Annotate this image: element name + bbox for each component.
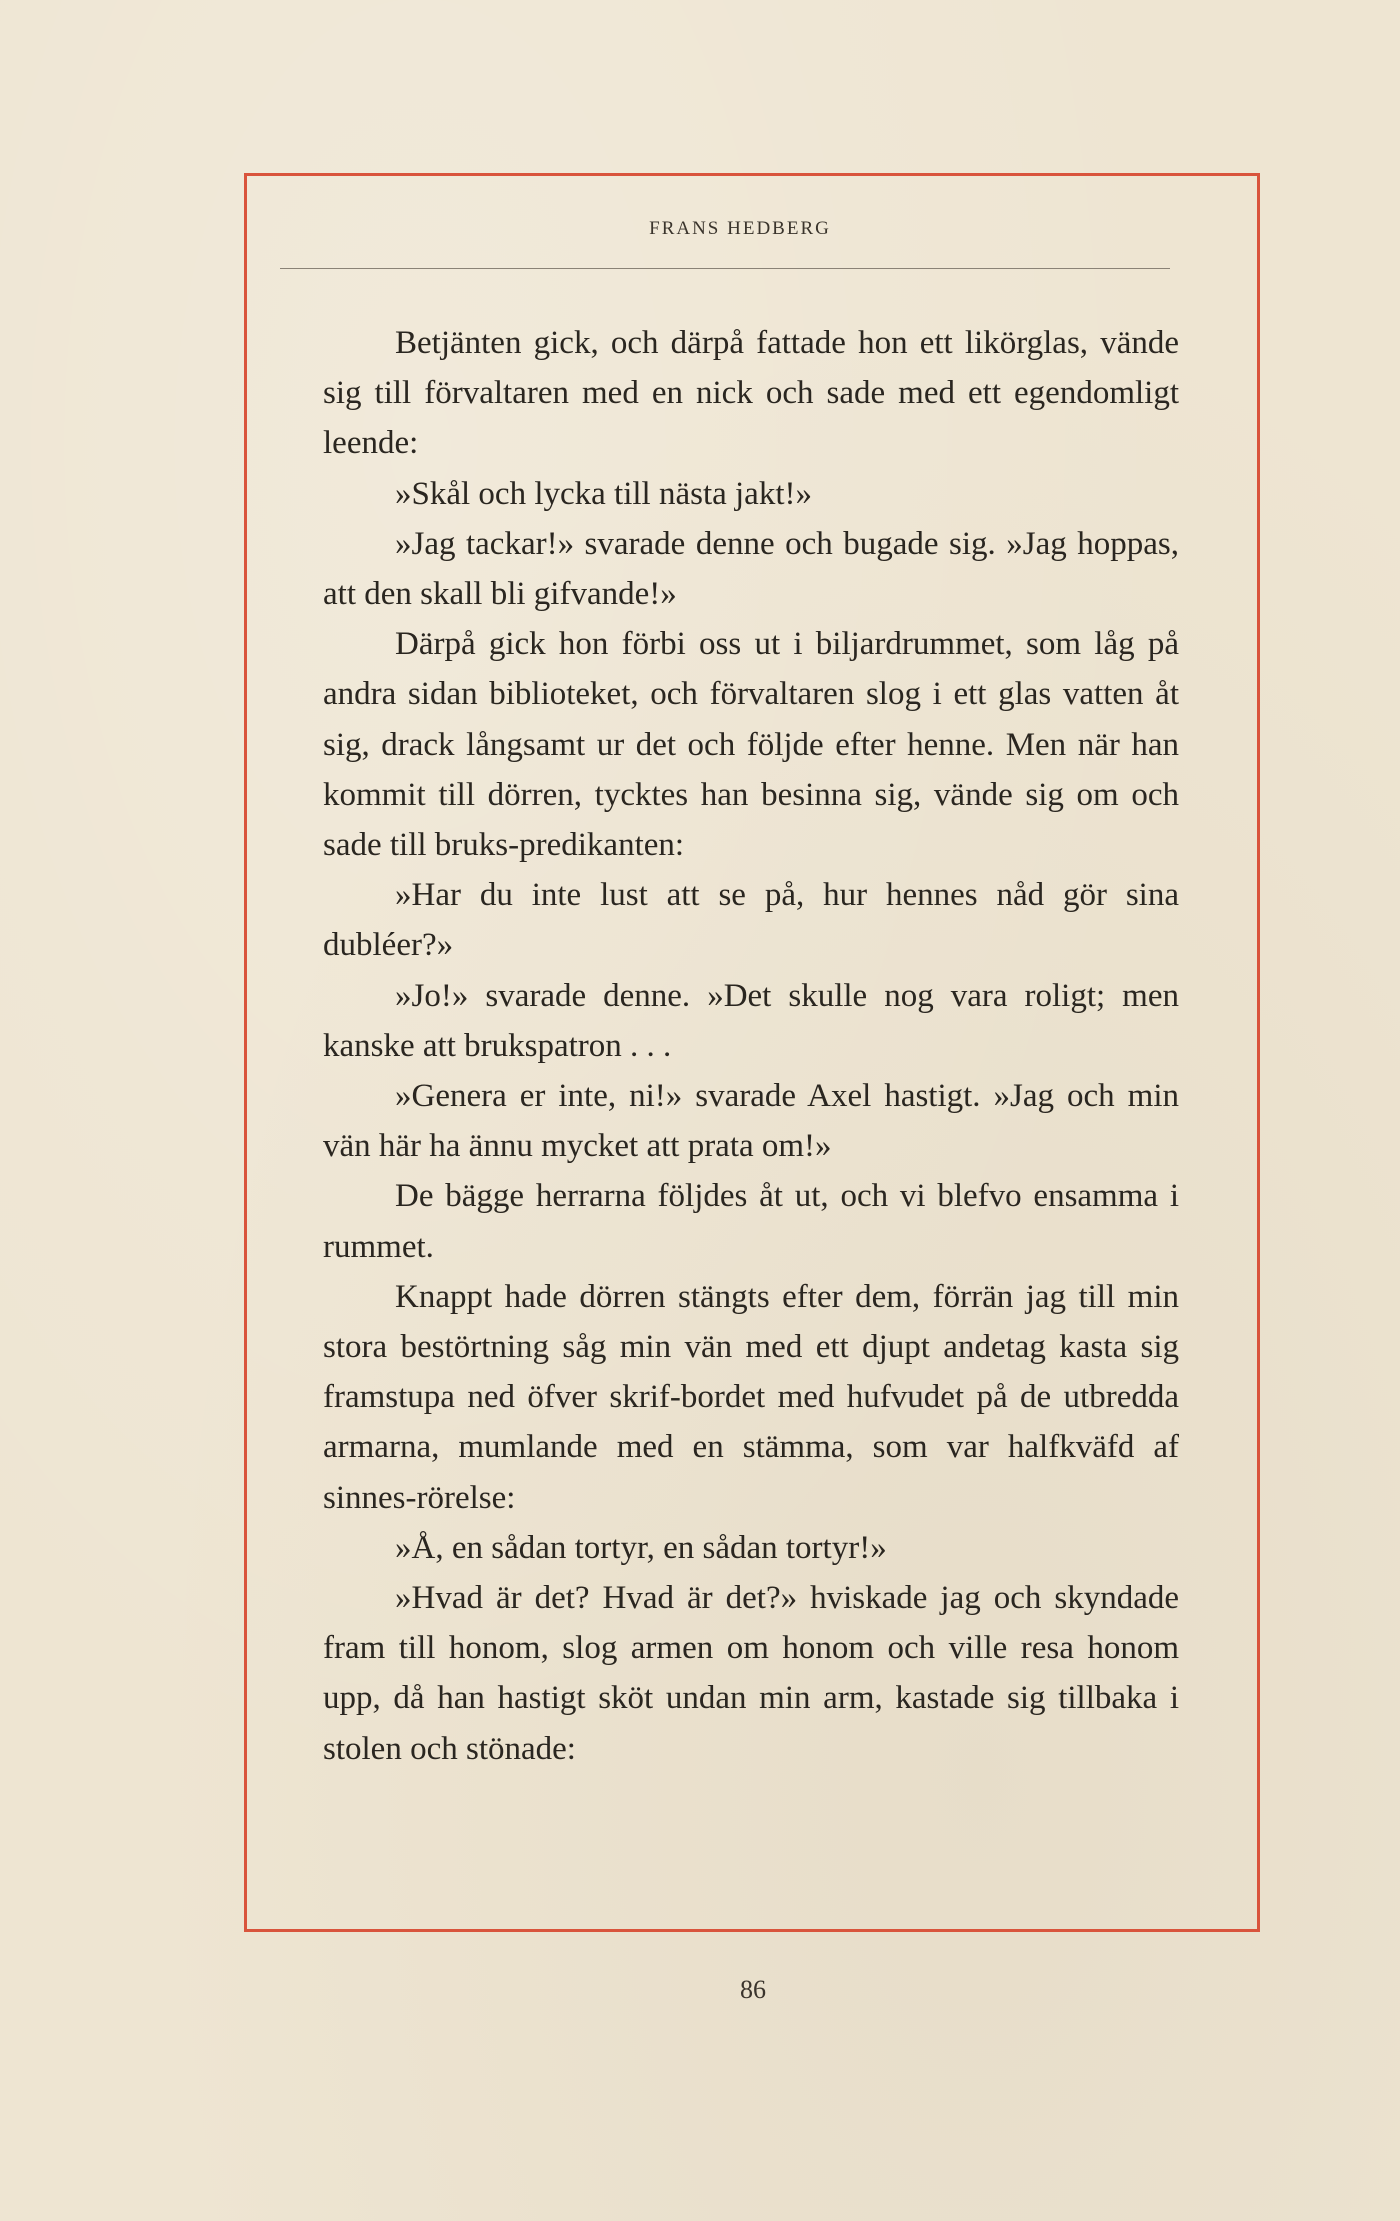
paragraph: »Hvad är det? Hvad är det?» hviskade jag och skyndade fram till honom, slog armen om honom och ville resa honom upp, då han hastigt sköt undan min arm, kastade sig tillbaka i stolen och stönade:	[323, 1580, 1179, 1767]
body-text	[323, 318, 1179, 1774]
paragraph: Betjänten gick, och därpå fattade hon ett likörglas, vände sig till förvaltaren med en nick och sade med ett egendomligt leende:	[323, 325, 1179, 462]
paragraph: Knappt hade dörren stängts efter dem, förrän jag till min stora bestörtning såg min vän med ett djupt andetag kasta sig framstupa ned öfver skrif-bordet med hufvudet på de utbredda armarna, mumlande med en stämma, som var halfkväfd af sinnes-rörelse:	[323, 1278, 1179, 1516]
paragraph: »Å, en sådan tortyr, en sådan tortyr!»	[395, 1529, 887, 1566]
running-title: FRANS HEDBERG	[649, 218, 831, 239]
header-rule	[280, 268, 1170, 269]
paragraph: »Jag tackar!» svarade denne och bugade sig. »Jag hoppas, att den skall bli gifvande!»	[323, 525, 1179, 613]
paragraph: »Jo!» svarade denne. »Det skulle nog vara roligt; men kanske att brukspatron . . .	[323, 977, 1179, 1064]
paragraph: De bägge herrarna följdes åt ut, och vi blefvo ensamma i rummet.	[323, 1178, 1179, 1265]
paragraph: »Har du inte lust att se på, hur hennes nåd gör sina dubléer?»	[323, 877, 1179, 964]
page-number: 86	[740, 1975, 766, 2004]
paragraph: Därpå gick hon förbi oss ut i biljardrummet, som låg på andra sidan biblioteket, och förvaltaren slog i ett glas vatten åt sig, drack långsamt ur det och följde efter henne. Men när han kommit till dörren, tycktes han besinna sig, vände sig om och sade till bruks-predikanten:	[323, 626, 1179, 864]
paragraph: »Skål och lycka till nästa jakt!»	[395, 475, 812, 512]
paragraph: »Genera er inte, ni!» svarade Axel hastigt. »Jag och min vän här ha ännu mycket att prata om!»	[323, 1078, 1179, 1165]
